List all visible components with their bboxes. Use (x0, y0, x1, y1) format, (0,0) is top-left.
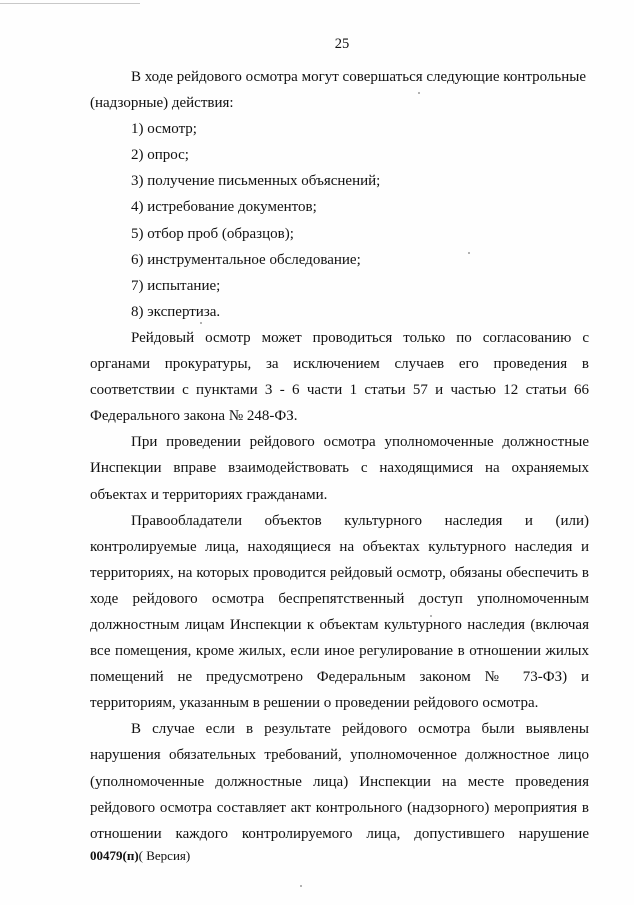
text-line: При проведении рейдового осмотра уполномоченные должностные (131, 434, 589, 451)
document-footer (90, 848, 190, 864)
list-item: 6) инструментальное обследование; (131, 251, 361, 268)
text-line: (уполномоченные должностные лица) Инспекции на месте проведения (90, 773, 589, 790)
footer-code: 00479(п) (90, 848, 139, 863)
list-item: 1) осмотр; (131, 121, 197, 138)
text-line: (надзорные) действия: (90, 95, 234, 112)
scan-edge-rule (0, 3, 140, 4)
text-line: органами прокуратуры, за исключением случаев его проведения в (90, 356, 589, 373)
text-line: В случае если в результате рейдового осмотра были выявлены (131, 721, 589, 738)
text-line: территориях, на которых проводится рейдовый осмотр, обязаны обеспечить в (90, 564, 589, 581)
list-item: 4) истребование документов; (131, 199, 317, 216)
text-line: территориям, указанным в решении о проведении рейдового осмотра. (90, 695, 539, 712)
scan-speck (418, 92, 420, 94)
scan-speck (468, 252, 470, 254)
text-line: соответствии с пунктами 3 - 6 части 1 статьи 57 и частью 12 статьи 66 (90, 382, 589, 399)
list-item: 5) отбор проб (образцов); (131, 225, 294, 242)
list-item: 2) опрос; (131, 147, 189, 164)
text-line: рейдового осмотра составляет акт контрольного (надзорного) мероприятия в (90, 799, 589, 816)
list-item: 8) экспертиза. (131, 303, 221, 320)
list-item: 7) испытание; (131, 277, 221, 294)
text-line: В ходе рейдового осмотра могут совершаться следующие контрольные (131, 69, 586, 85)
text-line: помещений не предусмотрено Федеральным законом № 73-ФЗ) и (90, 669, 589, 686)
body-text (90, 64, 589, 847)
text-line: нарушения обязательных требований, уполномоченное должностное лицо (90, 747, 589, 764)
text-line: Федерального закона № 248-ФЗ. (90, 408, 298, 425)
text-line: отношении каждого контролируемого лица, допустившего нарушение (90, 825, 589, 842)
text-line: Инспекции вправе взаимодействовать с находящимися на охраняемых (90, 460, 589, 477)
scan-speck (300, 885, 302, 887)
page-number: 25 (334, 36, 350, 52)
text-line: контролируемые лица, находящиеся на объектах культурного наследия и (90, 538, 589, 555)
scan-speck (430, 615, 432, 617)
scan-speck (200, 322, 202, 324)
text-line: должностным лицам Инспекции к объектам культурного наследия (включая (90, 616, 589, 633)
text-line: Правообладатели объектов культурного наследия и (или) (131, 512, 589, 529)
list-item: 3) получение письменных объяснений; (131, 173, 381, 190)
footer-version: ( Версия) (138, 848, 191, 863)
text-line: Рейдовый осмотр может проводиться только по согласованию с (131, 329, 589, 346)
text-line: все помещения, кроме жилых, если иное регулирование в отношении жилых (90, 643, 589, 660)
text-line: объектах и территориях гражданами. (90, 486, 328, 503)
text-line: ходе рейдового осмотра беспрепятственный доступ уполномоченным (90, 590, 589, 607)
